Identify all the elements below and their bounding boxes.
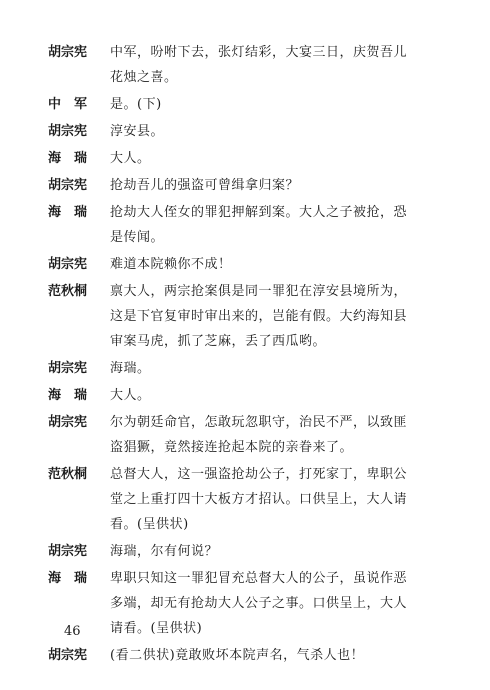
- speaker-name: 海 瑞: [48, 205, 88, 220]
- dialogue-line: [48, 643, 448, 668]
- speaker-name: 胡宗宪: [48, 45, 88, 60]
- speaker-name: 胡宗宪: [48, 648, 88, 663]
- speech-text: 海瑞，尔有何说？: [110, 544, 219, 559]
- speech-text: 抢劫大人侄女的罪犯押解到案。大人之子被抢，恐 是传闻。: [110, 205, 408, 245]
- speech-text: 是。(下): [110, 97, 162, 112]
- speaker-name: 胡宗宪: [48, 178, 88, 193]
- speaker-name: 胡宗宪: [48, 361, 88, 376]
- dialogue-line: [48, 119, 448, 144]
- speech-text: 总督大人，这一强盗抢劫公子，打死家丁，卑职公 堂之上重打四十大板方才招认。口供呈上，大人请 看。(呈供状): [110, 467, 408, 532]
- speaker-name: 胡宗宪: [48, 257, 88, 272]
- page-number: 46: [64, 624, 81, 639]
- dialogue-line: [48, 279, 448, 354]
- speaker-name: 中 军: [48, 97, 88, 112]
- script-body: [48, 40, 448, 670]
- speech-text: 中军，吩咐下去，张灯结彩，大宴三日，庆贺吾儿 花烛之喜。: [110, 45, 408, 85]
- speech-text: 抢劫吾儿的强盗可曾缉拿归案？: [110, 178, 300, 193]
- dialogue-line: [48, 539, 448, 564]
- speech-text: (看二供状)竟敢败坏本院声名，气杀人也！: [110, 648, 365, 663]
- dialogue-line: [48, 173, 448, 198]
- speech-text: 大人。: [110, 151, 151, 166]
- speaker-name: 范秋桐: [48, 284, 88, 299]
- speaker-name: 海 瑞: [48, 151, 88, 166]
- speech-text: 尔为朝廷命官，怎敢玩忽职守，治民不严，以致匪 盗猖獗，竟然接连抢起本院的亲眷来了。: [110, 415, 408, 455]
- speaker-name: 海 瑞: [48, 388, 88, 403]
- speaker-name: 范秋桐: [48, 467, 88, 482]
- speaker-name: 胡宗宪: [48, 415, 88, 430]
- speaker-name: 胡宗宪: [48, 544, 88, 559]
- dialogue-line: [48, 566, 448, 641]
- speaker-name: 海 瑞: [48, 571, 88, 586]
- dialogue-line: [48, 383, 448, 408]
- dialogue-line: [48, 462, 448, 537]
- dialogue-line: [48, 92, 448, 117]
- dialogue-line: [48, 356, 448, 381]
- speech-text: 大人。: [110, 388, 151, 403]
- speech-text: 卑职只知这一罪犯冒充总督大人的公子，虽说作恶 多端，却无有抢劫大人公子之事。口供呈上，大人 请看。(呈供状): [110, 571, 408, 636]
- speech-text: 难道本院赖你不成！: [110, 257, 232, 272]
- speech-text: 禀大人，两宗抢案俱是同一罪犯在淳安县境所为， 这是下官复审时审出来的，岂能有假。大约海知县 审案马虎，抓了芝麻，丢了西瓜哟。: [110, 284, 408, 349]
- dialogue-line: [48, 410, 448, 460]
- speech-text: 海瑞。: [110, 361, 151, 376]
- dialogue-line: [48, 40, 448, 90]
- dialogue-line: [48, 146, 448, 171]
- dialogue-line: [48, 200, 448, 250]
- speaker-name: 胡宗宪: [48, 124, 88, 139]
- dialogue-line: [48, 252, 448, 277]
- speech-text: 淳安县。: [110, 124, 165, 139]
